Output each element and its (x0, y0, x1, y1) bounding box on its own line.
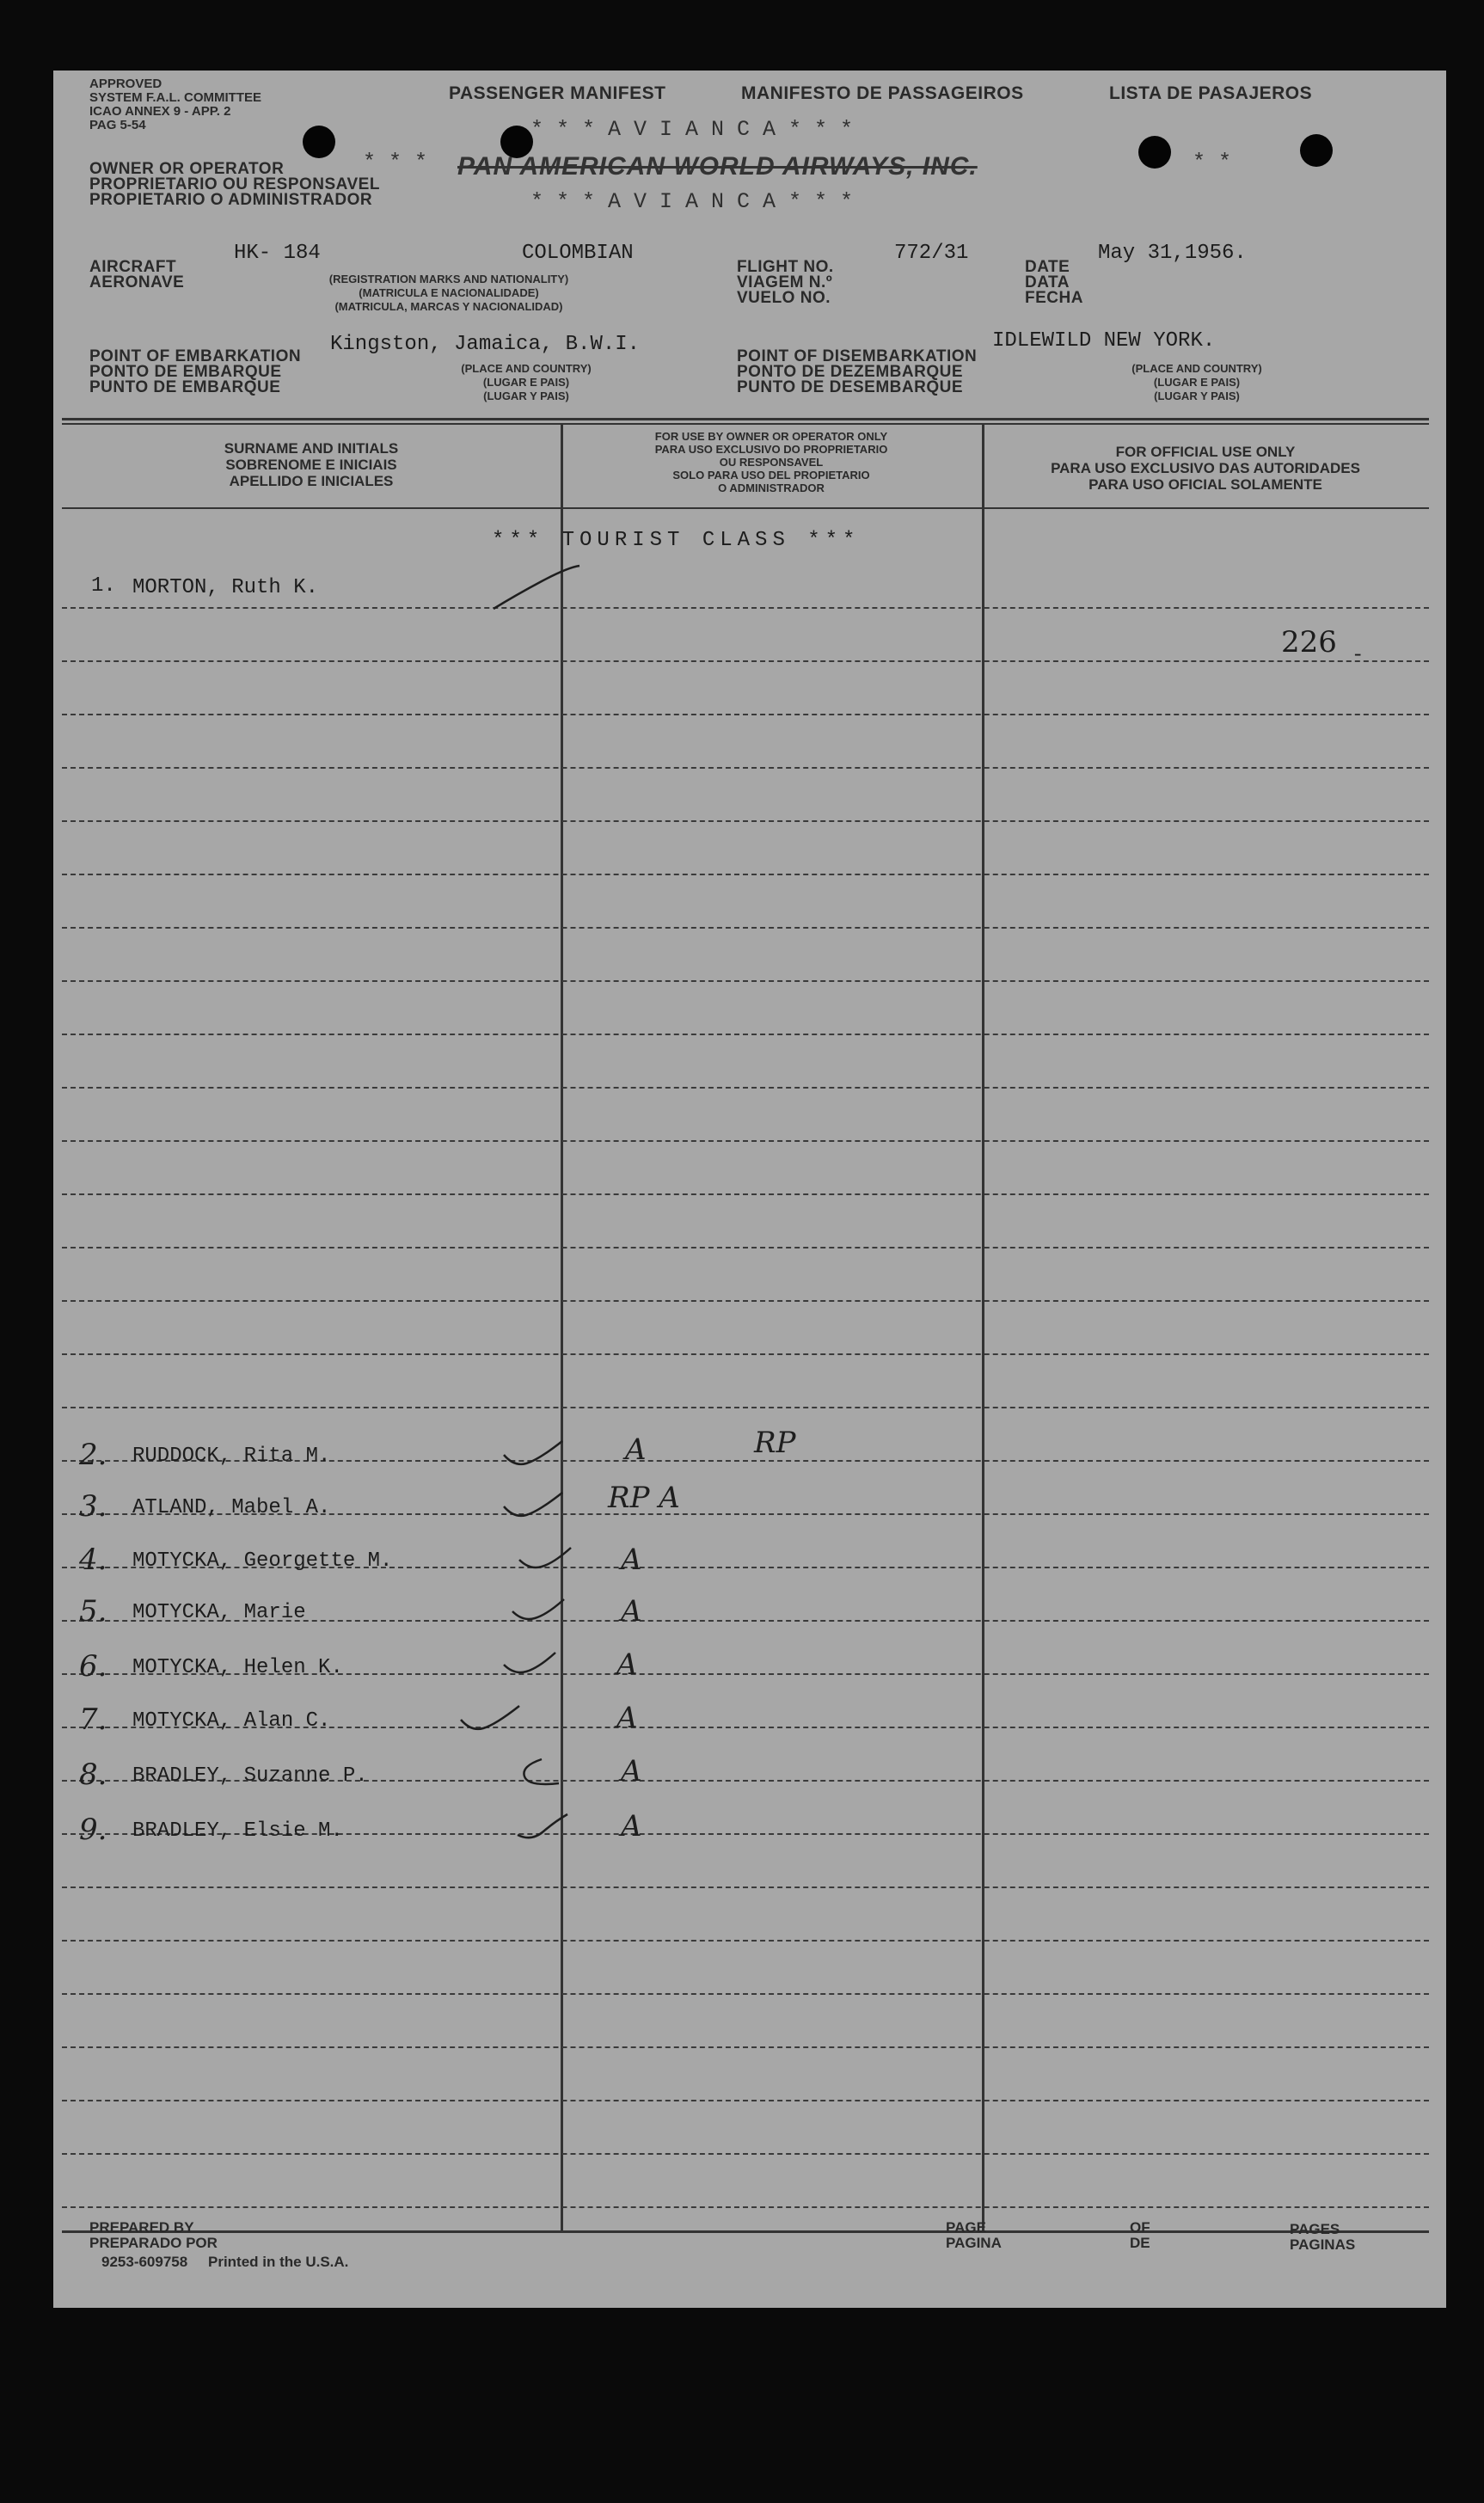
page-line (990, 2231, 1180, 2233)
col-surname-pt: SOBRENOME E INICIAIS (225, 457, 397, 473)
date-label-pt: DATA (1025, 273, 1070, 291)
col-owner-header (569, 430, 973, 494)
col-owner-line: OU RESPONSAVEL (719, 456, 824, 469)
passenger-mark: A (616, 1701, 638, 1735)
passenger-mark: A (616, 1647, 638, 1682)
passenger-number: 2. (79, 1438, 107, 1472)
embark-caption: (PLACE AND COUNTRY) (461, 362, 592, 375)
ruled-line (62, 1353, 1429, 1355)
col-owner-line: O ADMINISTRADOR (718, 482, 825, 494)
col-official-header (990, 444, 1420, 493)
disembark-label-en: POINT OF DISEMBARKATION (737, 347, 978, 365)
ruled-line (62, 714, 1429, 715)
flight-number: 772/31 (894, 242, 969, 265)
ruled-line (62, 2100, 1429, 2101)
passenger-name: RUDDOCK, Rita M. (132, 1445, 331, 1468)
aircraft-registration: HK- 184 (234, 242, 321, 265)
check-mark-icon (514, 1809, 574, 1844)
passenger-extra-mark: RP (754, 1426, 796, 1460)
ruled-line (62, 820, 1429, 822)
passenger-name: MOTYCKA, Alan C. (132, 1709, 331, 1733)
date-value: May 31,1956. (1098, 242, 1247, 265)
owner-label-en: OWNER OR OPERATOR (89, 160, 285, 178)
official-note: 226 (1281, 625, 1337, 659)
flight-label-es: VUELO NO. (737, 289, 831, 307)
date-label-en: DATE (1025, 258, 1070, 276)
title-en: PASSENGER MANIFEST (449, 83, 666, 103)
approval-line: APPROVED (89, 77, 163, 91)
ruled-line (62, 1886, 1429, 1888)
passenger-name: MORTON, Ruth K. (132, 576, 319, 599)
printed-in: Printed in the U.S.A. (208, 2254, 349, 2270)
owner-label-es: PROPIETARIO O ADMINISTRADOR (89, 191, 373, 209)
passenger-name: MOTYCKA, Marie (132, 1601, 306, 1624)
check-mark-icon (516, 1541, 576, 1575)
passenger-number: 3. (79, 1489, 107, 1524)
page-label-pt: PAGINA (946, 2235, 1002, 2251)
disembark-caption: (PLACE AND COUNTRY) (1131, 362, 1262, 375)
disembark-caption: (LUGAR E PAIS) (1153, 376, 1241, 389)
ruled-line (62, 927, 1429, 929)
pages-label-pt: PAGINAS (1290, 2236, 1356, 2253)
passenger-name: BRADLEY, Suzanne P. (132, 1764, 368, 1788)
approval-line: ICAO ANNEX 9 - APP. 2 (89, 104, 231, 119)
page-label-en: PAGE (946, 2219, 986, 2236)
approval-line: SYSTEM F.A.L. COMMITTEE (89, 90, 262, 105)
ruled-line (62, 2046, 1429, 2048)
embark-caption: (LUGAR Y PAIS) (483, 390, 569, 402)
punch-hole (303, 126, 335, 158)
passenger-name: BRADLEY, Elsie M. (132, 1819, 343, 1843)
col-owner-line: SOLO PARA USO DEL PROPIETARIO (672, 469, 870, 482)
ruled-line (62, 1247, 1429, 1248)
passenger-number: 6. (79, 1649, 107, 1684)
ruled-line (62, 1940, 1429, 1942)
embark-caption: (LUGAR E PAIS) (482, 376, 570, 389)
owner-label-pt: PROPRIETARIO OU RESPONSAVEL (89, 175, 380, 193)
passenger-number: 9. (79, 1813, 107, 1847)
col-surname-es: APELLIDO E INICIALES (229, 473, 394, 489)
owner-stars-left: * * * (363, 150, 428, 175)
ruled-line (62, 660, 1429, 662)
disembark-label-pt: PONTO DE DEZEMBARQUE (737, 363, 964, 381)
ruled-line (62, 874, 1429, 875)
col-owner-line: FOR USE BY OWNER OR OPERATOR ONLY (654, 430, 888, 443)
ruled-line (62, 1193, 1429, 1195)
disembark-label-es: PUNTO DE DESEMBARQUE (737, 378, 964, 396)
pages-label-en: PAGES (1290, 2221, 1340, 2237)
check-mark-icon (457, 1701, 526, 1735)
prepared-by-line (217, 2231, 990, 2233)
passenger-mark: A (625, 1432, 647, 1467)
manifest-sheet (53, 71, 1446, 2308)
ruled-line (62, 980, 1429, 982)
passenger-mark: A (621, 1594, 642, 1629)
prepared-by-en: PREPARED BY (89, 2219, 194, 2236)
col-surname-en: SURNAME AND INITIALS (224, 440, 399, 457)
ruled-line (62, 1407, 1429, 1408)
approval-line: PAG 5-54 (89, 118, 146, 132)
official-note-mark: - (1352, 644, 1364, 667)
aircraft-caption: (MATRICULA, MARCAS Y NACIONALIDAD) (334, 300, 563, 313)
prepared-by-pt: PREPARADO POR (89, 2235, 218, 2251)
col-owner-line: PARA USO EXCLUSIVO DO PROPRIETARIO (654, 443, 888, 456)
of-label-pt: DE (1130, 2235, 1150, 2251)
of-label-en: OF (1130, 2219, 1150, 2236)
owner-stars-right: * * (1193, 150, 1232, 175)
ruled-line (62, 1087, 1429, 1089)
owner-line-1: * * * A V I A N C A * * * (530, 117, 854, 142)
passenger-mark: A (621, 1809, 642, 1844)
header-divider (62, 507, 1429, 509)
passenger-number: 8. (79, 1758, 107, 1792)
ruled-line (62, 767, 1429, 769)
col-official-line: FOR OFFICIAL USE ONLY (1115, 444, 1296, 460)
owner-struck-name: PAN AMERICAN WORLD AIRWAYS, INC. (457, 152, 978, 181)
aircraft-label-es: AERONAVE (89, 273, 185, 291)
check-mark-icon (509, 1592, 569, 1627)
passenger-mark: A (621, 1754, 642, 1788)
check-mark-icon (500, 1646, 561, 1680)
ruled-line (62, 1140, 1429, 1142)
check-mark-icon (490, 561, 585, 612)
col-official-line: PARA USO EXCLUSIVO DAS AUTORIDADES (1051, 460, 1360, 476)
date-label-es: FECHA (1025, 289, 1083, 307)
check-mark-icon (500, 1488, 569, 1522)
ruled-line (62, 1993, 1429, 1995)
passenger-name: MOTYCKA, Georgette M. (132, 1549, 393, 1573)
title-pt: MANIFESTO DE PASSAGEIROS (741, 83, 1024, 103)
aircraft-caption: (REGISTRATION MARKS AND NATIONALITY) (328, 273, 569, 285)
embark-label-es: PUNTO DE EMBARQUE (89, 378, 281, 396)
check-mark-icon (500, 1436, 569, 1470)
ruled-line (62, 2153, 1429, 2155)
aircraft-label-en: AIRCRAFT (89, 258, 177, 276)
passenger-name: ATLAND, Mabel A. (132, 1496, 331, 1519)
owner-line-2: * * * A V I A N C A * * * (530, 189, 854, 214)
ruled-line (62, 1034, 1429, 1035)
col-surname-header (88, 440, 535, 489)
passenger-name: MOTYCKA, Helen K. (132, 1656, 343, 1679)
passenger-number: 1. (91, 574, 116, 598)
passenger-number: 5. (79, 1594, 107, 1629)
check-mark-icon (516, 1754, 567, 1788)
aircraft-caption: (MATRICULA E NACIONALIDADE) (359, 286, 539, 299)
column-divider (982, 423, 984, 2230)
col-official-line: PARA USO OFICIAL SOLAMENTE (1088, 476, 1322, 493)
passenger-number: 4. (79, 1543, 107, 1577)
column-divider (561, 423, 563, 2230)
passenger-number: 7. (79, 1702, 107, 1737)
table-top-border (62, 418, 1429, 420)
passenger-mark: RP A (608, 1481, 680, 1515)
disembark-caption: (LUGAR Y PAIS) (1154, 390, 1240, 402)
class-label: *** TOURIST CLASS *** (492, 529, 861, 552)
table-top-border (62, 423, 1429, 425)
form-number: 9253-609758 (101, 2254, 188, 2270)
title-es: LISTA DE PASAJEROS (1109, 83, 1313, 103)
embark-value: Kingston, Jamaica, B.W.I. (330, 333, 641, 356)
punch-hole (1138, 136, 1171, 169)
aircraft-nationality: COLOMBIAN (522, 242, 634, 265)
ruled-line (62, 2206, 1429, 2208)
punch-hole (1300, 134, 1333, 167)
flight-label-en: FLIGHT NO. (737, 258, 834, 276)
passenger-mark: A (621, 1543, 642, 1577)
ruled-line (62, 1300, 1429, 1302)
flight-label-pt: VIAGEM N.º (737, 273, 833, 291)
ruled-line (62, 607, 1429, 609)
embark-label-en: POINT OF EMBARKATION (89, 347, 302, 365)
disembark-value: IDLEWILD NEW YORK. (992, 329, 1216, 353)
embark-label-pt: PONTO DE EMBARQUE (89, 363, 282, 381)
